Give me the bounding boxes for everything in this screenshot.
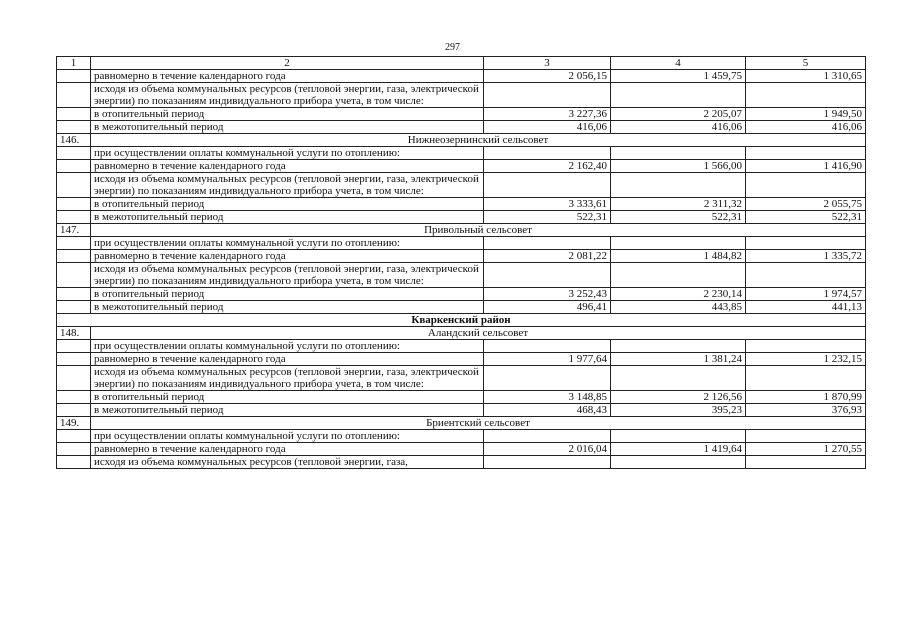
value-col-4: 1 459,75 [611,70,746,83]
value-col-5: 441,13 [746,301,866,314]
section-title: Нижнеозернинский сельсовет [91,134,866,147]
row-number-cell [57,288,91,301]
value-col-3: 1 977,64 [484,353,611,366]
row-label: исходя из объема коммунальных ресурсов (тепловой энергии, газа, электрической энергии) по показаниям индивидуального прибора учета, в том числе: [91,173,484,198]
district-title: Кваркенский район [57,314,866,327]
table-row [57,160,866,173]
row-label: в межотопительный период [91,404,484,417]
table-row [57,250,866,263]
district-row [57,314,866,327]
value-col-5: 1 974,57 [746,288,866,301]
row-label: в межотопительный период [91,121,484,134]
table-row [57,83,866,108]
row-number-cell [57,121,91,134]
table-row [57,301,866,314]
row-number-cell [57,70,91,83]
row-number-cell [57,391,91,404]
row-number-cell [57,108,91,121]
section-row [57,134,866,147]
section-title: Привольный сельсовет [91,224,866,237]
row-label: в межотопительный период [91,301,484,314]
section-number: 149. [57,417,91,430]
row-label: в отопительный период [91,198,484,211]
value-col-5: 1 416,90 [746,160,866,173]
value-col-3 [484,456,611,469]
value-col-3: 2 016,04 [484,443,611,456]
table-row [57,173,866,198]
table-row [57,391,866,404]
value-col-4: 1 381,24 [611,353,746,366]
table-row [57,211,866,224]
value-col-5: 1 232,15 [746,353,866,366]
table-row [57,70,866,83]
row-label: равномерно в течение календарного года [91,353,484,366]
value-col-5: 1 270,55 [746,443,866,456]
header-col-4: 4 [611,57,746,70]
value-col-3 [484,263,611,288]
value-col-3 [484,83,611,108]
value-col-4: 2 230,14 [611,288,746,301]
row-label: равномерно в течение календарного года [91,70,484,83]
value-col-3 [484,430,611,443]
value-col-3 [484,147,611,160]
section-number: 148. [57,327,91,340]
value-col-4: 395,23 [611,404,746,417]
value-col-4 [611,340,746,353]
value-col-5 [746,237,866,250]
section-row [57,417,866,430]
header-col-5: 5 [746,57,866,70]
value-col-4: 416,06 [611,121,746,134]
value-col-5: 522,31 [746,211,866,224]
section-row [57,224,866,237]
tariff-table-body [57,57,866,469]
value-col-3 [484,340,611,353]
value-col-4 [611,263,746,288]
table-row [57,147,866,160]
value-col-3 [484,366,611,391]
table-row [57,288,866,301]
value-col-4 [611,456,746,469]
value-col-3: 3 333,61 [484,198,611,211]
value-col-4 [611,237,746,250]
value-col-4 [611,83,746,108]
row-label: исходя из объема коммунальных ресурсов (тепловой энергии, газа, электрической энергии) по показаниям индивидуального прибора учета, в том числе: [91,263,484,288]
section-number: 147. [57,224,91,237]
row-number-cell [57,353,91,366]
value-col-3 [484,173,611,198]
row-number-cell [57,211,91,224]
table-row [57,404,866,417]
value-col-4 [611,366,746,391]
value-col-4: 522,31 [611,211,746,224]
table-row [57,340,866,353]
value-col-5 [746,456,866,469]
value-col-5 [746,340,866,353]
table-row [57,198,866,211]
value-col-3: 3 252,43 [484,288,611,301]
row-label: при осуществлении оплаты коммунальной услуги по отоплению: [91,430,484,443]
value-col-3: 468,43 [484,404,611,417]
value-col-4 [611,430,746,443]
table-row [57,237,866,250]
section-number: 146. [57,134,91,147]
value-col-4: 1 484,82 [611,250,746,263]
value-col-5: 1 335,72 [746,250,866,263]
row-number-cell [57,198,91,211]
value-col-3: 2 162,40 [484,160,611,173]
table-row [57,430,866,443]
value-col-5 [746,83,866,108]
row-label: равномерно в течение календарного года [91,443,484,456]
row-number-cell [57,173,91,198]
row-label: в межотопительный период [91,211,484,224]
header-col-2: 2 [91,57,484,70]
value-col-5 [746,366,866,391]
row-number-cell [57,250,91,263]
table-header-row [57,57,866,70]
table-row [57,353,866,366]
row-label: при осуществлении оплаты коммунальной услуги по отоплению: [91,147,484,160]
row-number-cell [57,160,91,173]
value-col-5 [746,147,866,160]
value-col-4: 2 126,56 [611,391,746,404]
row-label: равномерно в течение календарного года [91,250,484,263]
value-col-4: 1 566,00 [611,160,746,173]
row-number-cell [57,366,91,391]
table-row [57,443,866,456]
value-col-3: 416,06 [484,121,611,134]
row-label: в отопительный период [91,391,484,404]
value-col-3: 2 081,22 [484,250,611,263]
row-number-cell [57,301,91,314]
page-number: 297 [445,42,460,53]
row-label: в отопительный период [91,288,484,301]
row-label: исходя из объема коммунальных ресурсов (тепловой энергии, газа, электрической энергии) по показаниям индивидуального прибора учета, в том числе: [91,366,484,391]
value-col-5 [746,173,866,198]
row-number-cell [57,340,91,353]
value-col-5: 1 310,65 [746,70,866,83]
table-row [57,121,866,134]
row-label: при осуществлении оплаты коммунальной услуги по отоплению: [91,237,484,250]
value-col-3: 3 148,85 [484,391,611,404]
value-col-5 [746,430,866,443]
value-col-5: 1 949,50 [746,108,866,121]
table-row [57,366,866,391]
value-col-3: 522,31 [484,211,611,224]
value-col-5: 1 870,99 [746,391,866,404]
header-col-1: 1 [57,57,91,70]
value-col-3: 2 056,15 [484,70,611,83]
row-number-cell [57,430,91,443]
value-col-5: 376,93 [746,404,866,417]
value-col-4: 443,85 [611,301,746,314]
value-col-5: 2 055,75 [746,198,866,211]
value-col-4: 1 419,64 [611,443,746,456]
row-number-cell [57,263,91,288]
value-col-5: 416,06 [746,121,866,134]
header-col-3: 3 [484,57,611,70]
row-label: при осуществлении оплаты коммунальной услуги по отоплению: [91,340,484,353]
table-row [57,108,866,121]
value-col-4 [611,147,746,160]
value-col-3: 496,41 [484,301,611,314]
section-title: Бриентский сельсовет [91,417,866,430]
value-col-3 [484,237,611,250]
row-number-cell [57,237,91,250]
section-title: Аландский сельсовет [91,327,866,340]
value-col-5 [746,263,866,288]
row-label: исходя из объема коммунальных ресурсов (тепловой энергии, газа, электрической энергии) по показаниям индивидуального прибора учета, в том числе: [91,83,484,108]
table-row [57,456,866,469]
table-row [57,263,866,288]
row-number-cell [57,456,91,469]
section-row [57,327,866,340]
row-number-cell [57,83,91,108]
row-number-cell [57,147,91,160]
row-label: исходя из объема коммунальных ресурсов (тепловой энергии, газа, [91,456,484,469]
row-number-cell [57,443,91,456]
tariff-table [56,56,866,469]
value-col-4 [611,173,746,198]
row-label: равномерно в течение календарного года [91,160,484,173]
row-number-cell [57,404,91,417]
value-col-4: 2 205,07 [611,108,746,121]
value-col-3: 3 227,36 [484,108,611,121]
value-col-4: 2 311,32 [611,198,746,211]
row-label: в отопительный период [91,108,484,121]
